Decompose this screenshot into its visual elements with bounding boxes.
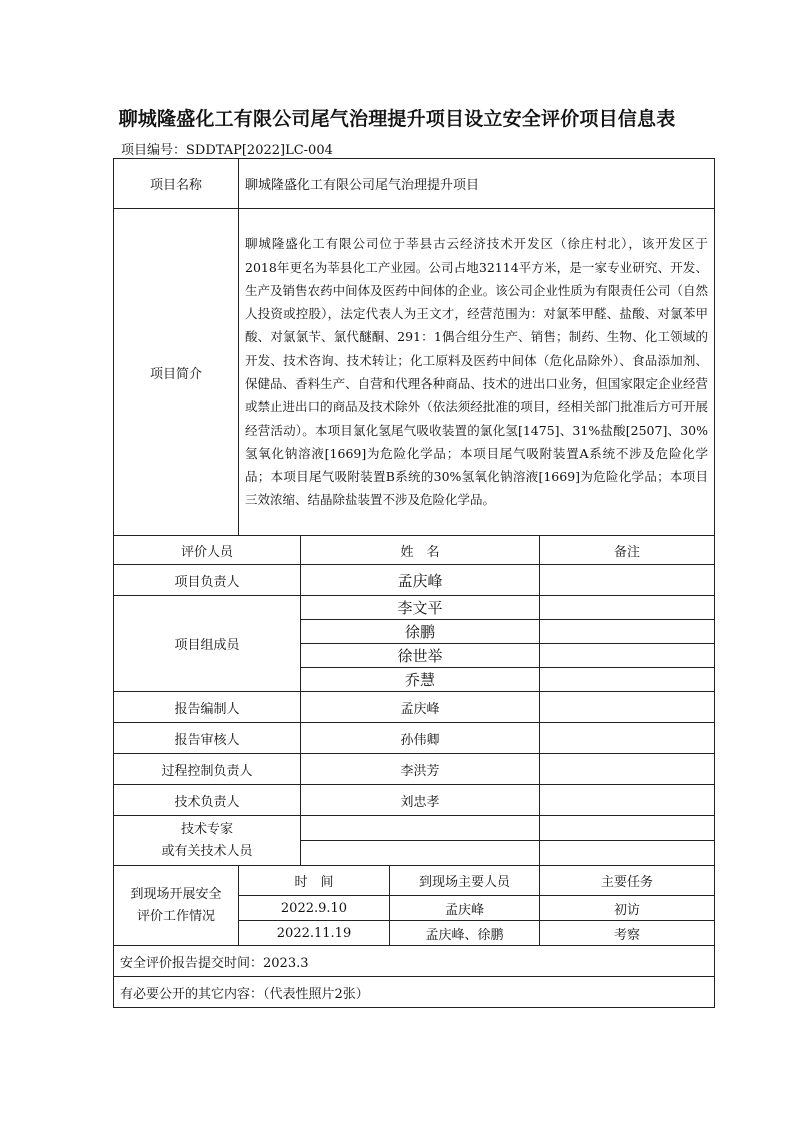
project-name-value: 聊城隆盛化工有限公司尾气治理提升项目 <box>239 159 715 209</box>
member-name: 李文平 <box>301 596 540 620</box>
project-intro-text: 聊城隆盛化工有限公司位于莘县古云经济技术开发区（徐庄村北），该开发区于2018年更名为莘县化工产业园。公司占地32114平方米，是一家专业研究、开发、生产及销售农药中间体及医药中间体的企业。该公司企业性质为有限责任公司（自然人投资或控股），法定代表人为王文才，经营范围为：对氯苯甲醛、盐酸、对氯苯甲酸、对氯氯苄、氯代醚酮、291：1偶合组分生产、销售；制药、生物、化工领域的开发、技术咨询、技术转让；化工原料及医药中间体（危化品除外）、食品添加剂、保健品、香料生产、自营和代理各种商品、技术的进出口业务，但国家限定企业经营或禁止进出口的商品及技术除外（依法须经批准的项目，经相关部门批准后方可开展经营活动）。本项目氯化氢尾气吸收装置的氯化氢[1475]、31%盐酸[2507]、30%氢氧化钠溶液[1669]为危险化学品；本项目尾气吸附装置A系统不涉及危险化学品；本项目尾气吸附装置B系统的30%氢氧化钠溶液[1669]为危险化学品；本项目三效浓缩、结晶除盐装置不涉及危险化学品。 <box>239 209 715 536</box>
project-name-row <box>114 159 715 209</box>
other-public-content: 有必要公开的其它内容：（代表性照片2张） <box>114 977 715 1008</box>
submit-time: 安全评价报告提交时间：2023.3 <box>114 946 715 977</box>
compiler-note <box>540 692 715 723</box>
member-note <box>540 596 715 620</box>
member-name: 乔慧 <box>301 668 540 692</box>
tech-lead-row <box>114 785 715 816</box>
compiler-row <box>114 692 715 723</box>
personnel-header-row <box>114 536 715 565</box>
submit-time-row <box>114 946 715 977</box>
info-table <box>113 158 715 1008</box>
member-row <box>114 596 715 620</box>
compiler-name: 孟庆峰 <box>301 692 540 723</box>
members-label: 项目组成员 <box>114 596 301 692</box>
personnel-role-header: 评价人员 <box>114 536 301 565</box>
personnel-name-header: 姓 名 <box>301 536 540 565</box>
site-visit-header-row <box>114 866 715 896</box>
project-number: 项目编号：SDDTAP[2022]LC-004 <box>121 143 333 158</box>
site-visit-time-header: 时 间 <box>239 866 390 896</box>
process-control-note <box>540 754 715 785</box>
expert-name <box>301 841 540 866</box>
member-name: 徐鹏 <box>301 620 540 644</box>
site-visit-task-header: 主要任务 <box>540 866 715 896</box>
project-name-label: 项目名称 <box>114 159 239 209</box>
reviewer-name: 孙伟卿 <box>301 723 540 754</box>
site-visit-time: 2022.11.19 <box>239 921 390 946</box>
leader-row <box>114 565 715 596</box>
experts-label <box>114 816 301 866</box>
reviewer-label: 报告审核人 <box>114 723 301 754</box>
site-visit-people: 孟庆峰 <box>390 896 540 921</box>
other-public-row <box>114 977 715 1008</box>
site-visit-label-line2: 评价工作情况 <box>136 908 215 924</box>
tech-lead-note <box>540 785 715 816</box>
experts-row <box>114 816 715 841</box>
reviewer-row <box>114 723 715 754</box>
project-intro-row <box>114 209 715 536</box>
member-name: 徐世举 <box>301 644 540 668</box>
member-note <box>540 668 715 692</box>
site-visit-time: 2022.9.10 <box>239 896 390 921</box>
site-visit-task: 初访 <box>540 896 715 921</box>
site-visit-people-header: 到现场主要人员 <box>390 866 540 896</box>
reviewer-note <box>540 723 715 754</box>
expert-note <box>540 841 715 866</box>
site-visit-label-line1: 到现场开展安全 <box>130 886 222 902</box>
tech-lead-label: 技术负责人 <box>114 785 301 816</box>
tech-lead-name: 刘忠孝 <box>301 785 540 816</box>
leader-note <box>540 565 715 596</box>
process-control-name: 李洪芳 <box>301 754 540 785</box>
project-intro-label: 项目简介 <box>114 209 239 536</box>
experts-label-line2: 或有关技术人员 <box>161 843 253 859</box>
site-visit-people: 孟庆峰、徐鹏 <box>390 921 540 946</box>
site-visit-label <box>114 866 239 946</box>
process-control-label: 过程控制负责人 <box>114 754 301 785</box>
personnel-note-header: 备注 <box>540 536 715 565</box>
member-note <box>540 620 715 644</box>
process-control-row <box>114 754 715 785</box>
leader-name: 孟庆峰 <box>301 565 540 596</box>
experts-label-line1: 技术专家 <box>180 821 233 837</box>
site-visit-task: 考察 <box>540 921 715 946</box>
compiler-label: 报告编制人 <box>114 692 301 723</box>
document-title: 聊城隆盛化工有限公司尾气治理提升项目设立安全评价项目信息表 <box>118 108 676 130</box>
member-note <box>540 644 715 668</box>
expert-note <box>540 816 715 841</box>
leader-label: 项目负责人 <box>114 565 301 596</box>
expert-name <box>301 816 540 841</box>
